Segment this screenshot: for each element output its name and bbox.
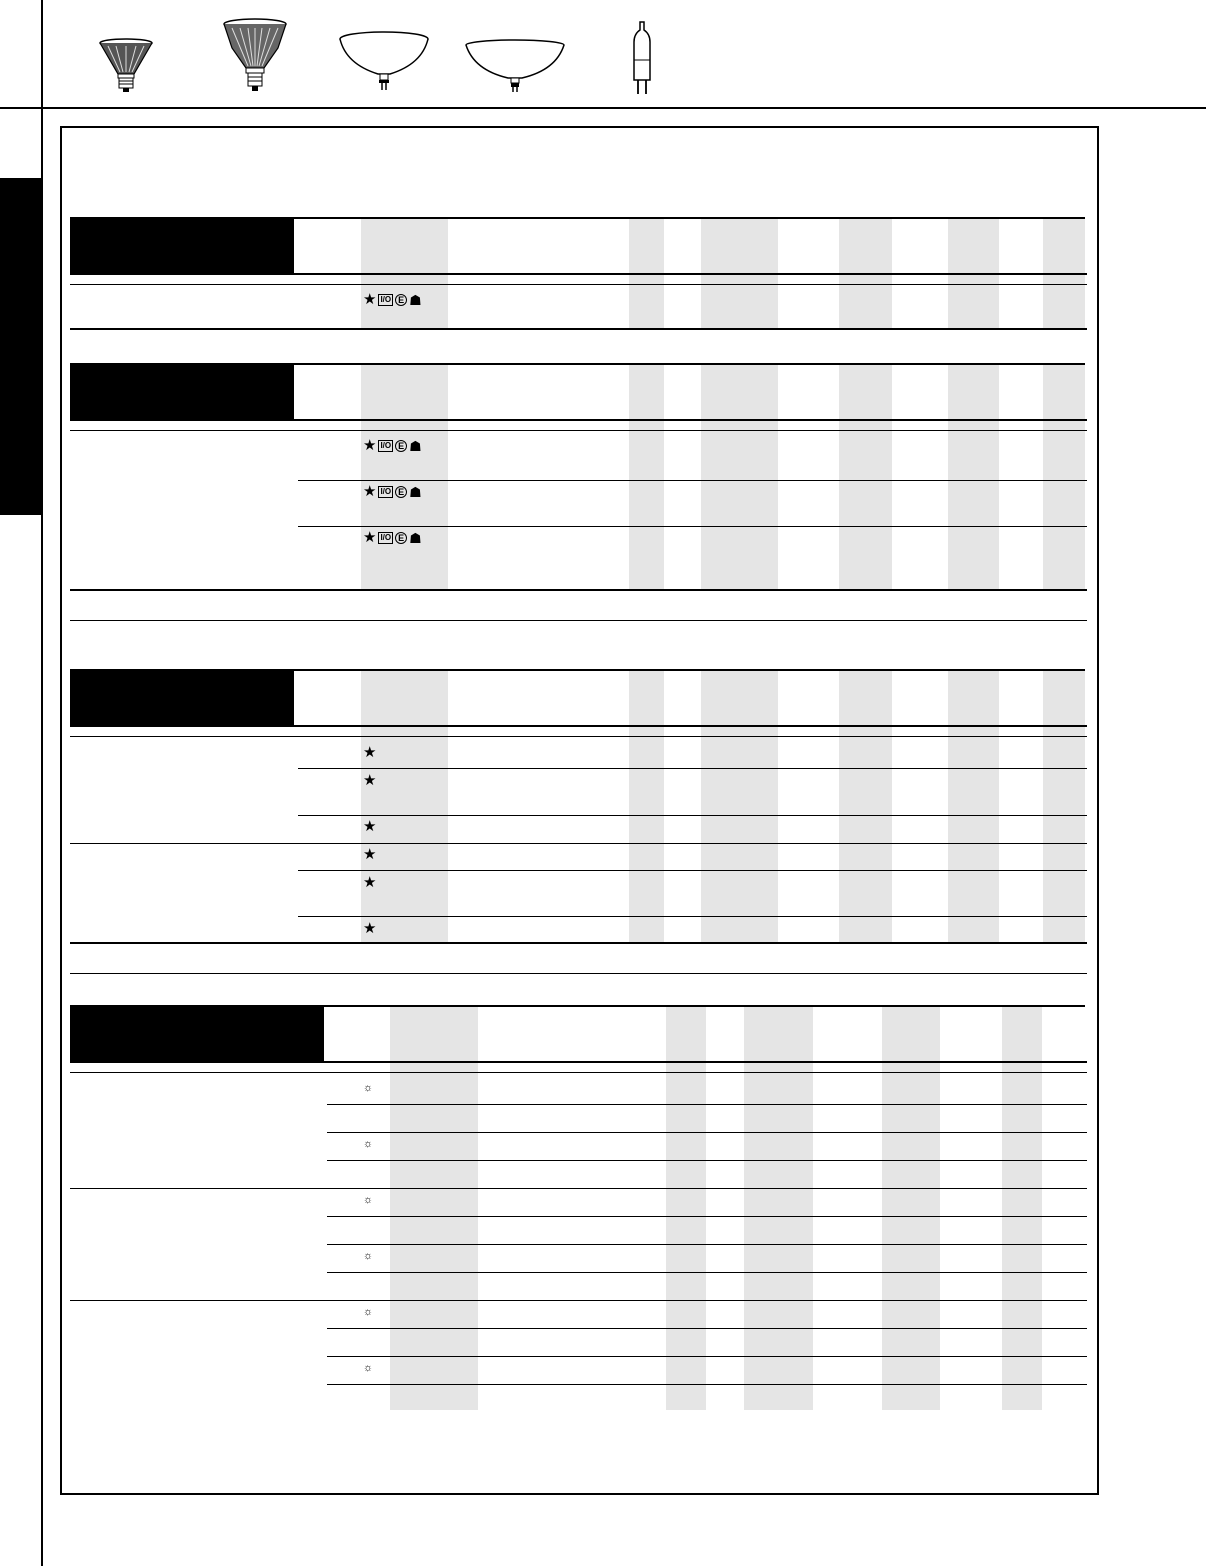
rule [70, 1005, 1085, 1007]
rule [70, 419, 1087, 421]
shaded-column [361, 670, 448, 942]
section-4-header-block [70, 1006, 324, 1061]
feature-symbols [363, 484, 422, 500]
rule [298, 815, 1087, 816]
section-side-tab [0, 178, 42, 515]
rule [327, 1328, 1087, 1329]
shaded-column [948, 670, 999, 942]
section-3-header-block [70, 670, 294, 725]
indoor-outdoor-icon: I/O [380, 487, 392, 496]
lamp-illustrations [80, 10, 720, 100]
rule [70, 589, 1087, 591]
shaded-column [948, 364, 999, 589]
tree-icon: ☗ [409, 438, 422, 454]
rule [70, 843, 1087, 844]
star-icon: ★ [363, 846, 377, 863]
shaded-column [1002, 1006, 1042, 1410]
rule [298, 480, 1087, 481]
tree-icon: ☗ [409, 484, 422, 500]
star-icon: ★ [363, 874, 377, 891]
shaded-column [390, 1006, 478, 1410]
rule [298, 526, 1087, 527]
star-icon: ★ [363, 437, 377, 454]
rule [70, 430, 1087, 431]
shaded-column [666, 1006, 706, 1410]
star-icon: ★ [363, 529, 377, 546]
sun-icon: ☼ [363, 1194, 374, 1206]
rule [70, 620, 1087, 621]
shaded-column [839, 364, 892, 589]
capsule-lamp-icon [630, 20, 654, 96]
shaded-column [1043, 670, 1085, 942]
rule [327, 1272, 1087, 1273]
rule [327, 1356, 1087, 1357]
rule [70, 273, 1087, 275]
rule [70, 669, 1085, 671]
rule [298, 870, 1087, 871]
shaded-column [701, 364, 778, 589]
par64-lamp-icon [464, 38, 566, 96]
rule [70, 942, 1087, 944]
tree-icon: ☗ [409, 530, 422, 546]
energy-icon: E [395, 294, 407, 306]
rule [327, 1384, 1087, 1385]
indoor-outdoor-icon: I/O [380, 441, 392, 450]
star-icon: ★ [363, 818, 377, 835]
tree-icon: ☗ [409, 292, 422, 308]
sun-icon: ☼ [363, 1250, 374, 1262]
indoor-outdoor-icon: I/O [380, 295, 392, 304]
section-2-header-block [70, 364, 294, 419]
sun-icon: ☼ [363, 1306, 374, 1318]
sun-icon: ☼ [363, 1082, 374, 1094]
rule [327, 1104, 1087, 1105]
shaded-column [1043, 364, 1085, 589]
par56-lamp-icon [338, 30, 430, 96]
rule [70, 736, 1087, 737]
rule [70, 363, 1085, 365]
rule [70, 1188, 1087, 1189]
energy-icon: E [395, 532, 407, 544]
rule [70, 217, 1085, 219]
rule [70, 1072, 1087, 1073]
rule [70, 284, 1087, 285]
rule [70, 1300, 1087, 1301]
shaded-column [629, 364, 664, 589]
rule [70, 973, 1087, 974]
par30-lamp-icon [98, 38, 154, 96]
indoor-outdoor-icon: I/O [380, 533, 392, 542]
section-1-header-block [70, 218, 294, 273]
rule [70, 725, 1087, 727]
rule [327, 1244, 1087, 1245]
shaded-column [839, 670, 892, 942]
shaded-column [629, 670, 664, 942]
shaded-column [701, 670, 778, 942]
rule [70, 328, 1087, 330]
content-frame [60, 126, 1099, 1495]
star-icon: ★ [363, 483, 377, 500]
star-icon: ★ [363, 291, 377, 308]
star-icon: ★ [363, 920, 377, 937]
sun-icon: ☼ [363, 1138, 374, 1150]
shaded-column [361, 364, 448, 589]
star-icon: ★ [363, 744, 377, 761]
sun-icon: ☼ [363, 1362, 374, 1374]
rule [298, 916, 1087, 917]
shaded-column [882, 1006, 940, 1410]
rule [70, 1061, 1087, 1063]
rule [298, 768, 1087, 769]
feature-symbols [363, 530, 422, 546]
star-icon: ★ [363, 772, 377, 789]
energy-icon: E [395, 440, 407, 452]
par38-lamp-icon [222, 18, 288, 96]
feature-symbols [363, 292, 422, 308]
rule [327, 1160, 1087, 1161]
energy-icon: E [395, 486, 407, 498]
feature-symbols [363, 438, 422, 454]
rule [327, 1216, 1087, 1217]
shaded-column [744, 1006, 813, 1410]
header-rule [0, 107, 1206, 109]
rule [327, 1132, 1087, 1133]
